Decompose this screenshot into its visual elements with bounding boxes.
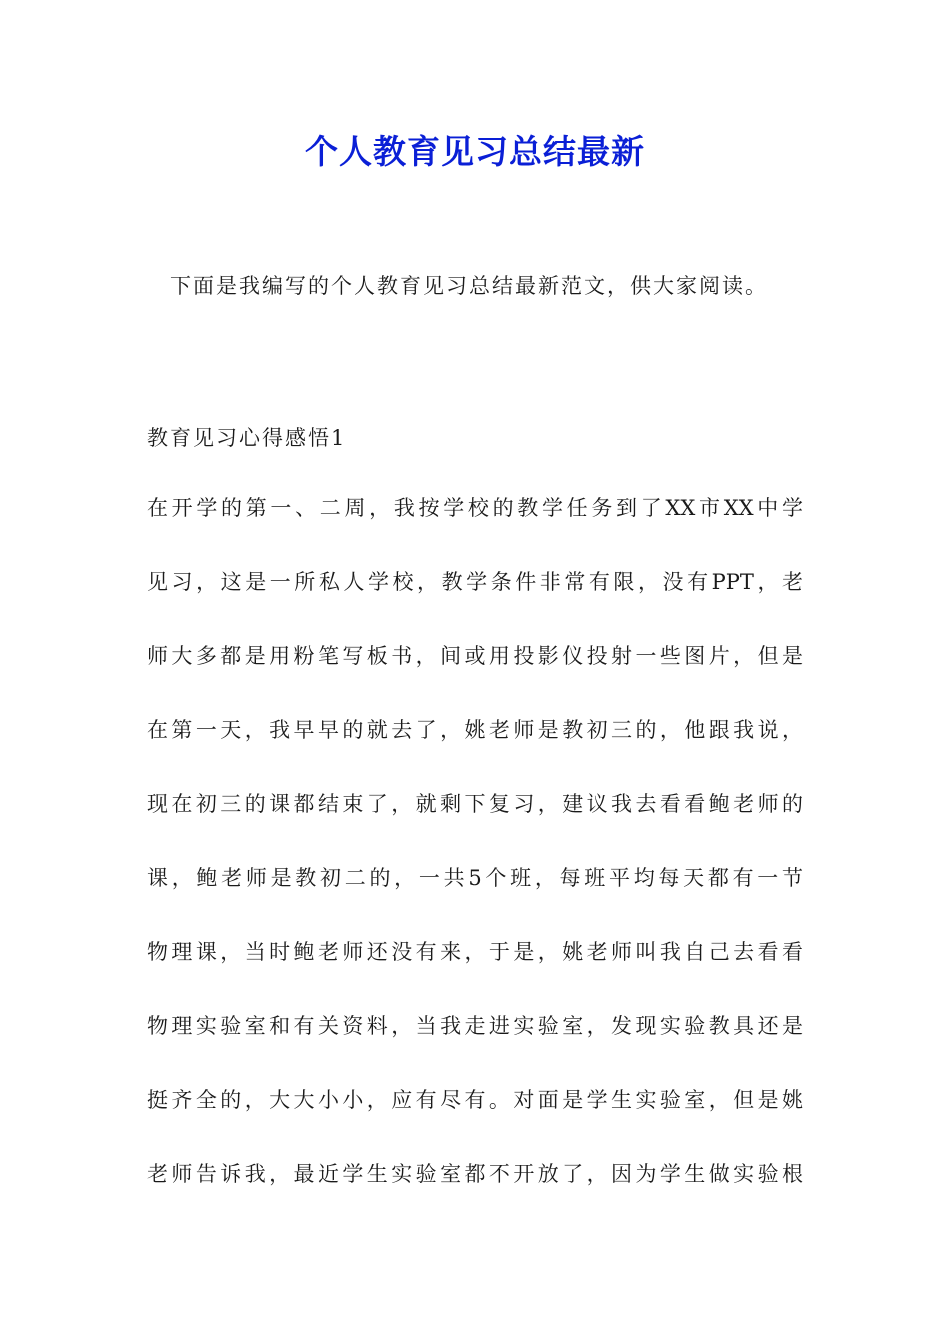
intro-paragraph: 下面是我编写的个人教育见习总结最新范文，供大家阅读。 [170, 274, 768, 298]
body-line: 老师告诉我，最近学生实验室都不开放了，因为学生做实验根 [147, 1162, 803, 1186]
body-line: 课，鲍老师是教初二的，一共5个班，每班平均每天都有一节 [147, 866, 803, 890]
body-line: 挺齐全的，大大小小，应有尽有。对面是学生实验室，但是姚 [147, 1088, 803, 1112]
body-line: 见习，这是一所私人学校，教学条件非常有限，没有PPT，老 [147, 570, 803, 594]
body-line: 物理实验室和有关资料，当我走进实验室，发现实验教具还是 [147, 1014, 803, 1038]
body-paragraph [147, 490, 807, 1230]
body-line: 在第一天，我早早的就去了，姚老师是教初三的，他跟我说， [147, 718, 803, 742]
body-line: 在开学的第一、二周，我按学校的教学任务到了XX市XX中学 [147, 496, 803, 520]
document-title: 个人教育见习总结最新 [305, 132, 645, 171]
body-line: 物理课，当时鲍老师还没有来，于是，姚老师叫我自己去看看 [147, 940, 803, 964]
body-line: 师大多都是用粉笔写板书，间或用投影仪投射一些图片，但是 [147, 644, 803, 668]
body-line: 现在初三的课都结束了，就剩下复习，建议我去看看鲍老师的 [147, 792, 803, 816]
section-heading: 教育见习心得感悟1 [147, 426, 347, 450]
